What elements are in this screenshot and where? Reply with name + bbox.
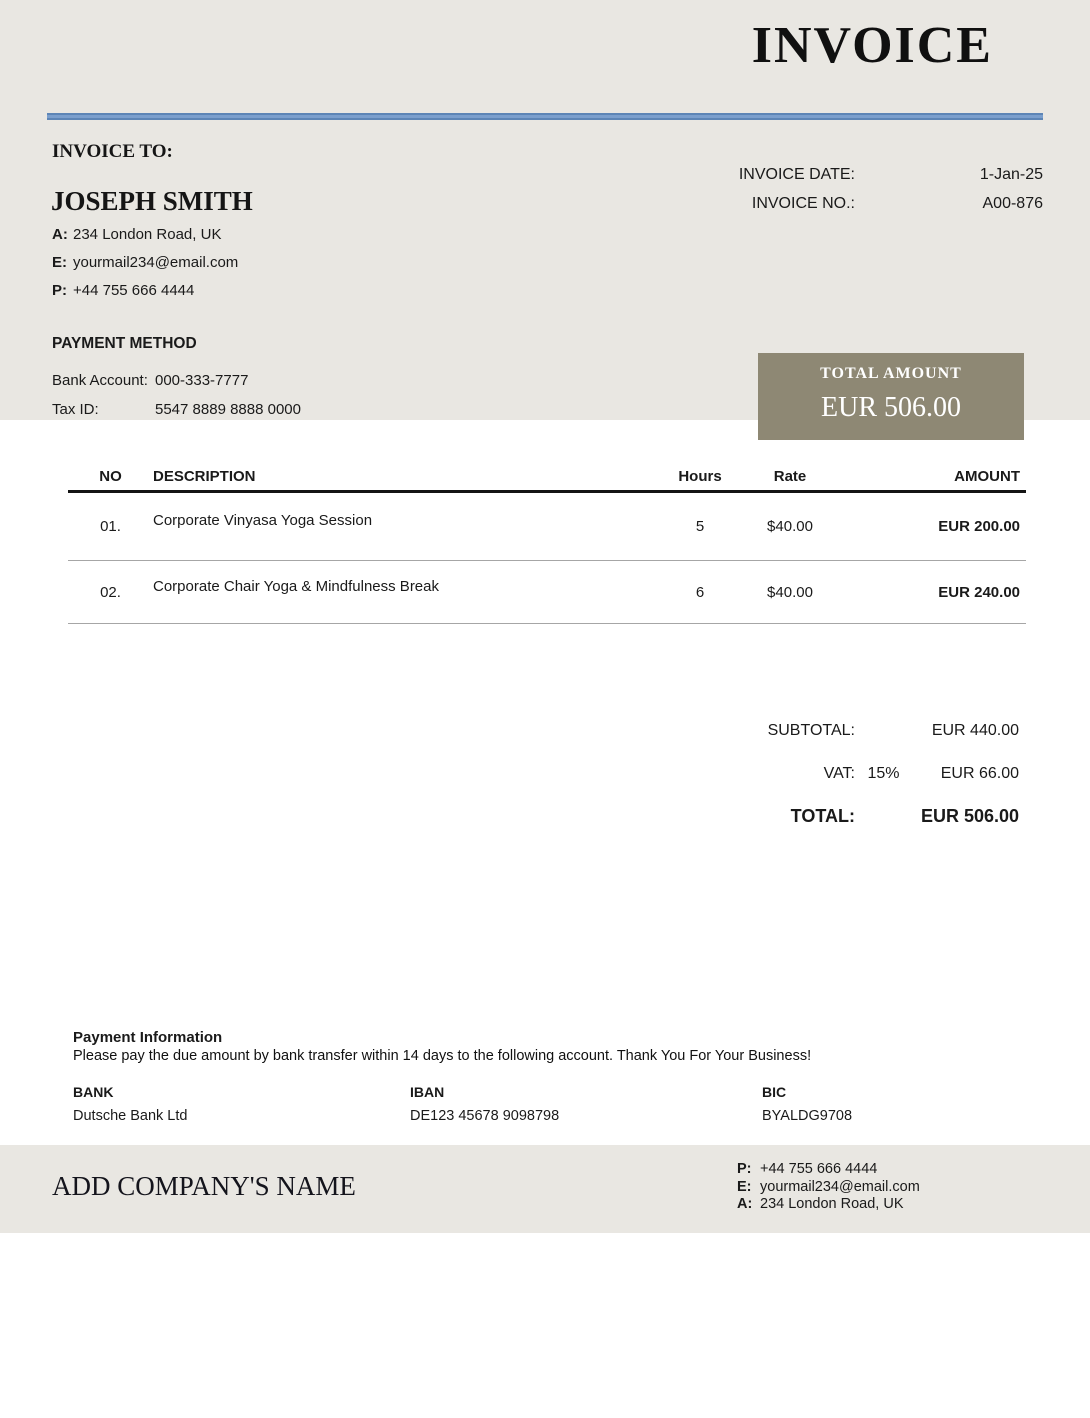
invoice-date-value: 1-Jan-25: [979, 166, 1043, 183]
bank-name: Dutsche Bank Ltd: [73, 1108, 188, 1124]
total-amount-box-label: TOTAL AMOUNT: [820, 365, 962, 382]
footer-contact-block: [737, 1161, 920, 1214]
bank-account-label: Bank Account:: [52, 372, 148, 389]
footer-email-label: E:: [737, 1178, 752, 1195]
phone-value: +44 755 666 4444: [73, 282, 195, 299]
iban-header: IBAN: [410, 1084, 445, 1100]
vat-label: VAT:: [823, 765, 855, 782]
table-row: [68, 561, 1026, 624]
header-hours: Hours: [678, 467, 722, 485]
total-amount-box: [758, 353, 1024, 440]
subtotal-value: EUR 440.00: [931, 722, 1019, 739]
address-value: 234 London Road, UK: [73, 226, 222, 243]
payment-information-note: Please pay the due amount by bank transfer within 14 days to the following account. Thank You For Your Business!: [73, 1048, 812, 1064]
total-amount-box-value: EUR 506.00: [821, 392, 961, 423]
row-no: 01.: [100, 518, 121, 535]
accent-divider-line: [47, 113, 1043, 120]
vat-rate: 15%: [867, 765, 900, 782]
tax-id-value: 5547 8889 8888 0000: [155, 401, 301, 418]
footer-address-row: [737, 1196, 920, 1214]
line-items-table: [68, 462, 1026, 624]
iban-column: [410, 1084, 559, 1124]
payment-information-heading: Payment Information: [73, 1029, 223, 1046]
table-row: [68, 493, 1026, 561]
invoice-number-value: A00-876: [982, 195, 1043, 212]
invoice-date-label: INVOICE DATE:: [738, 166, 855, 183]
footer-phone-row: [737, 1161, 920, 1179]
invoice-number-row: [700, 195, 1043, 224]
footer-email-value: yourmail234@email.com: [760, 1178, 920, 1195]
bic-column: [762, 1084, 852, 1124]
email-label: E:: [52, 254, 67, 271]
bank-account-value: 000-333-7777: [155, 372, 249, 389]
payment-method-heading: PAYMENT METHOD: [52, 335, 197, 352]
subtotal-row: [700, 722, 1019, 740]
row-rate: $40.00: [767, 583, 813, 601]
footer-address-value: 234 London Road, UK: [760, 1196, 904, 1212]
header-description: DESCRIPTION: [153, 467, 256, 485]
row-no: 02.: [100, 583, 121, 601]
footer-address-label: A:: [737, 1196, 753, 1212]
phone-label: P:: [52, 282, 67, 299]
row-rate: $40.00: [767, 518, 813, 535]
row-description: Corporate Chair Yoga & Mindfulness Break: [153, 577, 439, 595]
table-header-row: [68, 462, 1026, 493]
header-rate: Rate: [773, 467, 807, 485]
payment-method-block: [52, 372, 301, 430]
grand-total-row: [700, 806, 1019, 827]
bic-header: BIC: [762, 1084, 787, 1100]
client-phone-row: [52, 282, 238, 310]
bank-column: [73, 1084, 187, 1124]
invoice-number-label: INVOICE NO.:: [751, 195, 855, 212]
row-hours: 6: [695, 583, 705, 601]
invoice-to-heading: INVOICE TO:: [52, 141, 173, 162]
client-name: JOSEPH SMITH: [51, 186, 253, 216]
header-no: NO: [99, 467, 122, 485]
grand-total-label: TOTAL:: [790, 806, 855, 826]
grand-total-value: EUR 506.00: [920, 806, 1019, 826]
tax-id-row: [52, 401, 301, 430]
iban-value: DE123 45678 9098798: [410, 1108, 560, 1124]
invoice-date-row: [700, 166, 1043, 195]
row-hours: 5: [695, 518, 705, 535]
invoice-meta-block: [700, 166, 1043, 224]
client-address-row: [52, 226, 238, 254]
footer-phone-label: P:: [737, 1161, 752, 1177]
bank-header: BANK: [73, 1084, 114, 1100]
client-email-row: [52, 254, 238, 282]
document-title: INVOICE: [751, 17, 993, 74]
bank-account-row: [52, 372, 301, 401]
vat-value: EUR 66.00: [940, 765, 1019, 782]
row-amount: EUR 200.00: [938, 518, 1020, 535]
subtotal-label: SUBTOTAL:: [767, 722, 855, 739]
email-value: yourmail234@email.com: [73, 254, 239, 271]
company-name: ADD COMPANY'S NAME: [52, 1171, 356, 1201]
address-label: A:: [52, 226, 68, 243]
row-amount: EUR 240.00: [938, 583, 1020, 601]
footer-email-row: [737, 1179, 920, 1197]
tax-id-label: Tax ID:: [52, 401, 99, 418]
bic-value: BYALDG9708: [762, 1108, 853, 1124]
row-description: Corporate Vinyasa Yoga Session: [153, 512, 373, 529]
vat-row: [700, 765, 1019, 783]
header-amount: AMOUNT: [954, 467, 1020, 485]
footer-phone-value: +44 755 666 4444: [760, 1161, 878, 1177]
client-contact-block: [52, 226, 238, 310]
